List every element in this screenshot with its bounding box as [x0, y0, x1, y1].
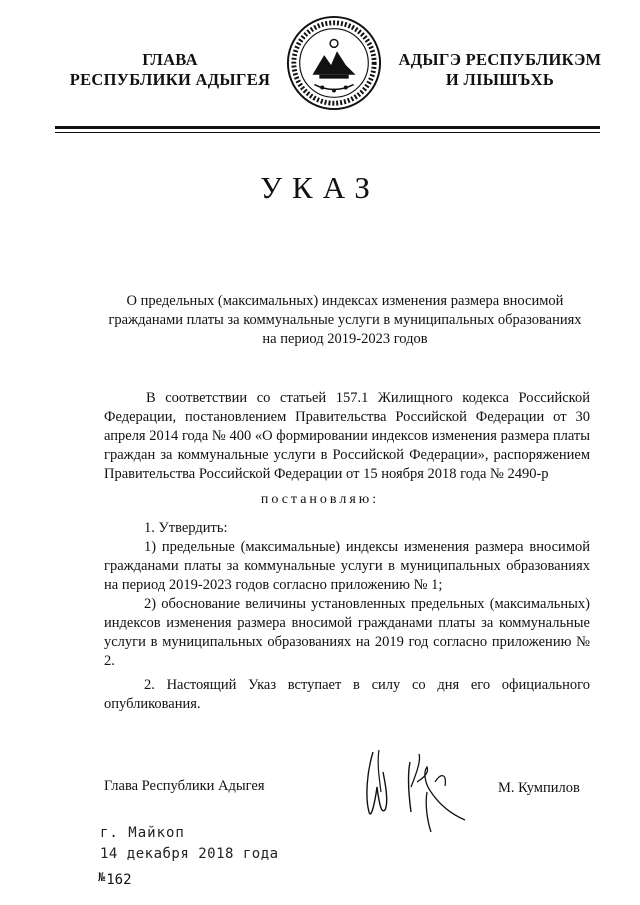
decree-word: постановляю:	[260, 492, 380, 507]
item-paragraph: 1. Утвердить:	[144, 520, 228, 536]
header-left	[50, 50, 290, 90]
subject-line: гражданами платы за коммунальные услуги в муниципальных образованиях	[108, 312, 582, 328]
subject-line: О предельных (максимальных) индексах изменения размера вносимой	[126, 293, 564, 309]
number-sign: №	[98, 870, 106, 884]
issue-city: г. Майкоп	[100, 825, 185, 841]
item-paragraph: 1) предельные (максимальные) индексы изменения размера вносимой гражданами платы за коммунальные услуги в муниципальных образованиях на период 2019-2023 годов согласно приложению № 1;	[104, 539, 590, 593]
coat-of-arms-emblem-icon	[285, 14, 383, 112]
decree-subject	[100, 292, 590, 349]
issue-date: 14 декабря 2018 года	[100, 846, 279, 862]
item-paragraph: 2) обоснование величины установленных предельных (максимальных) индексов изменения размера вносимой гражданами платы за коммунальные услуги в муниципальных образованиях на 2019 год согласно приложению № 2.	[104, 596, 590, 669]
number-value: 162	[106, 872, 132, 888]
header-right-line2: И ЛІЫШЪХЬ	[445, 70, 555, 89]
decree-title: УКАЗ	[260, 170, 380, 205]
signatory-title: Глава Республики Адыгея	[104, 778, 265, 794]
header-left-line2: РЕСПУБЛИКИ АДЫГЕЯ	[69, 70, 271, 89]
handwritten-signature-icon	[355, 742, 495, 837]
subject-line: на период 2019-2023 годов	[262, 331, 428, 347]
final-paragraph: 2. Настоящий Указ вступает в силу со дня его официального опубликования.	[104, 677, 590, 712]
header-right	[395, 50, 605, 90]
preamble-paragraph: В соответствии со статьей 157.1 Жилищного кодекса Российской Федерации, постановлением Правительства Российской Федерации от 30 апреля 2014 года № 400 «О формировании индексов изменения размера платы граждан за коммунальные услуги в Российской Федерации», распоряжением Правительства Российской Федерации от 15 ноября 2018 года № 2490-р	[104, 390, 590, 482]
header-rule-thin	[55, 132, 600, 133]
decree-items	[104, 519, 590, 671]
decree-number	[98, 870, 132, 888]
header-right-line1: АДЫГЭ РЕСПУБЛИКЭМ	[398, 50, 602, 69]
header-rule-thick	[55, 126, 600, 129]
header-left-line1: ГЛАВА	[142, 50, 198, 69]
signatory-name: М. Кумпилов	[498, 780, 580, 796]
